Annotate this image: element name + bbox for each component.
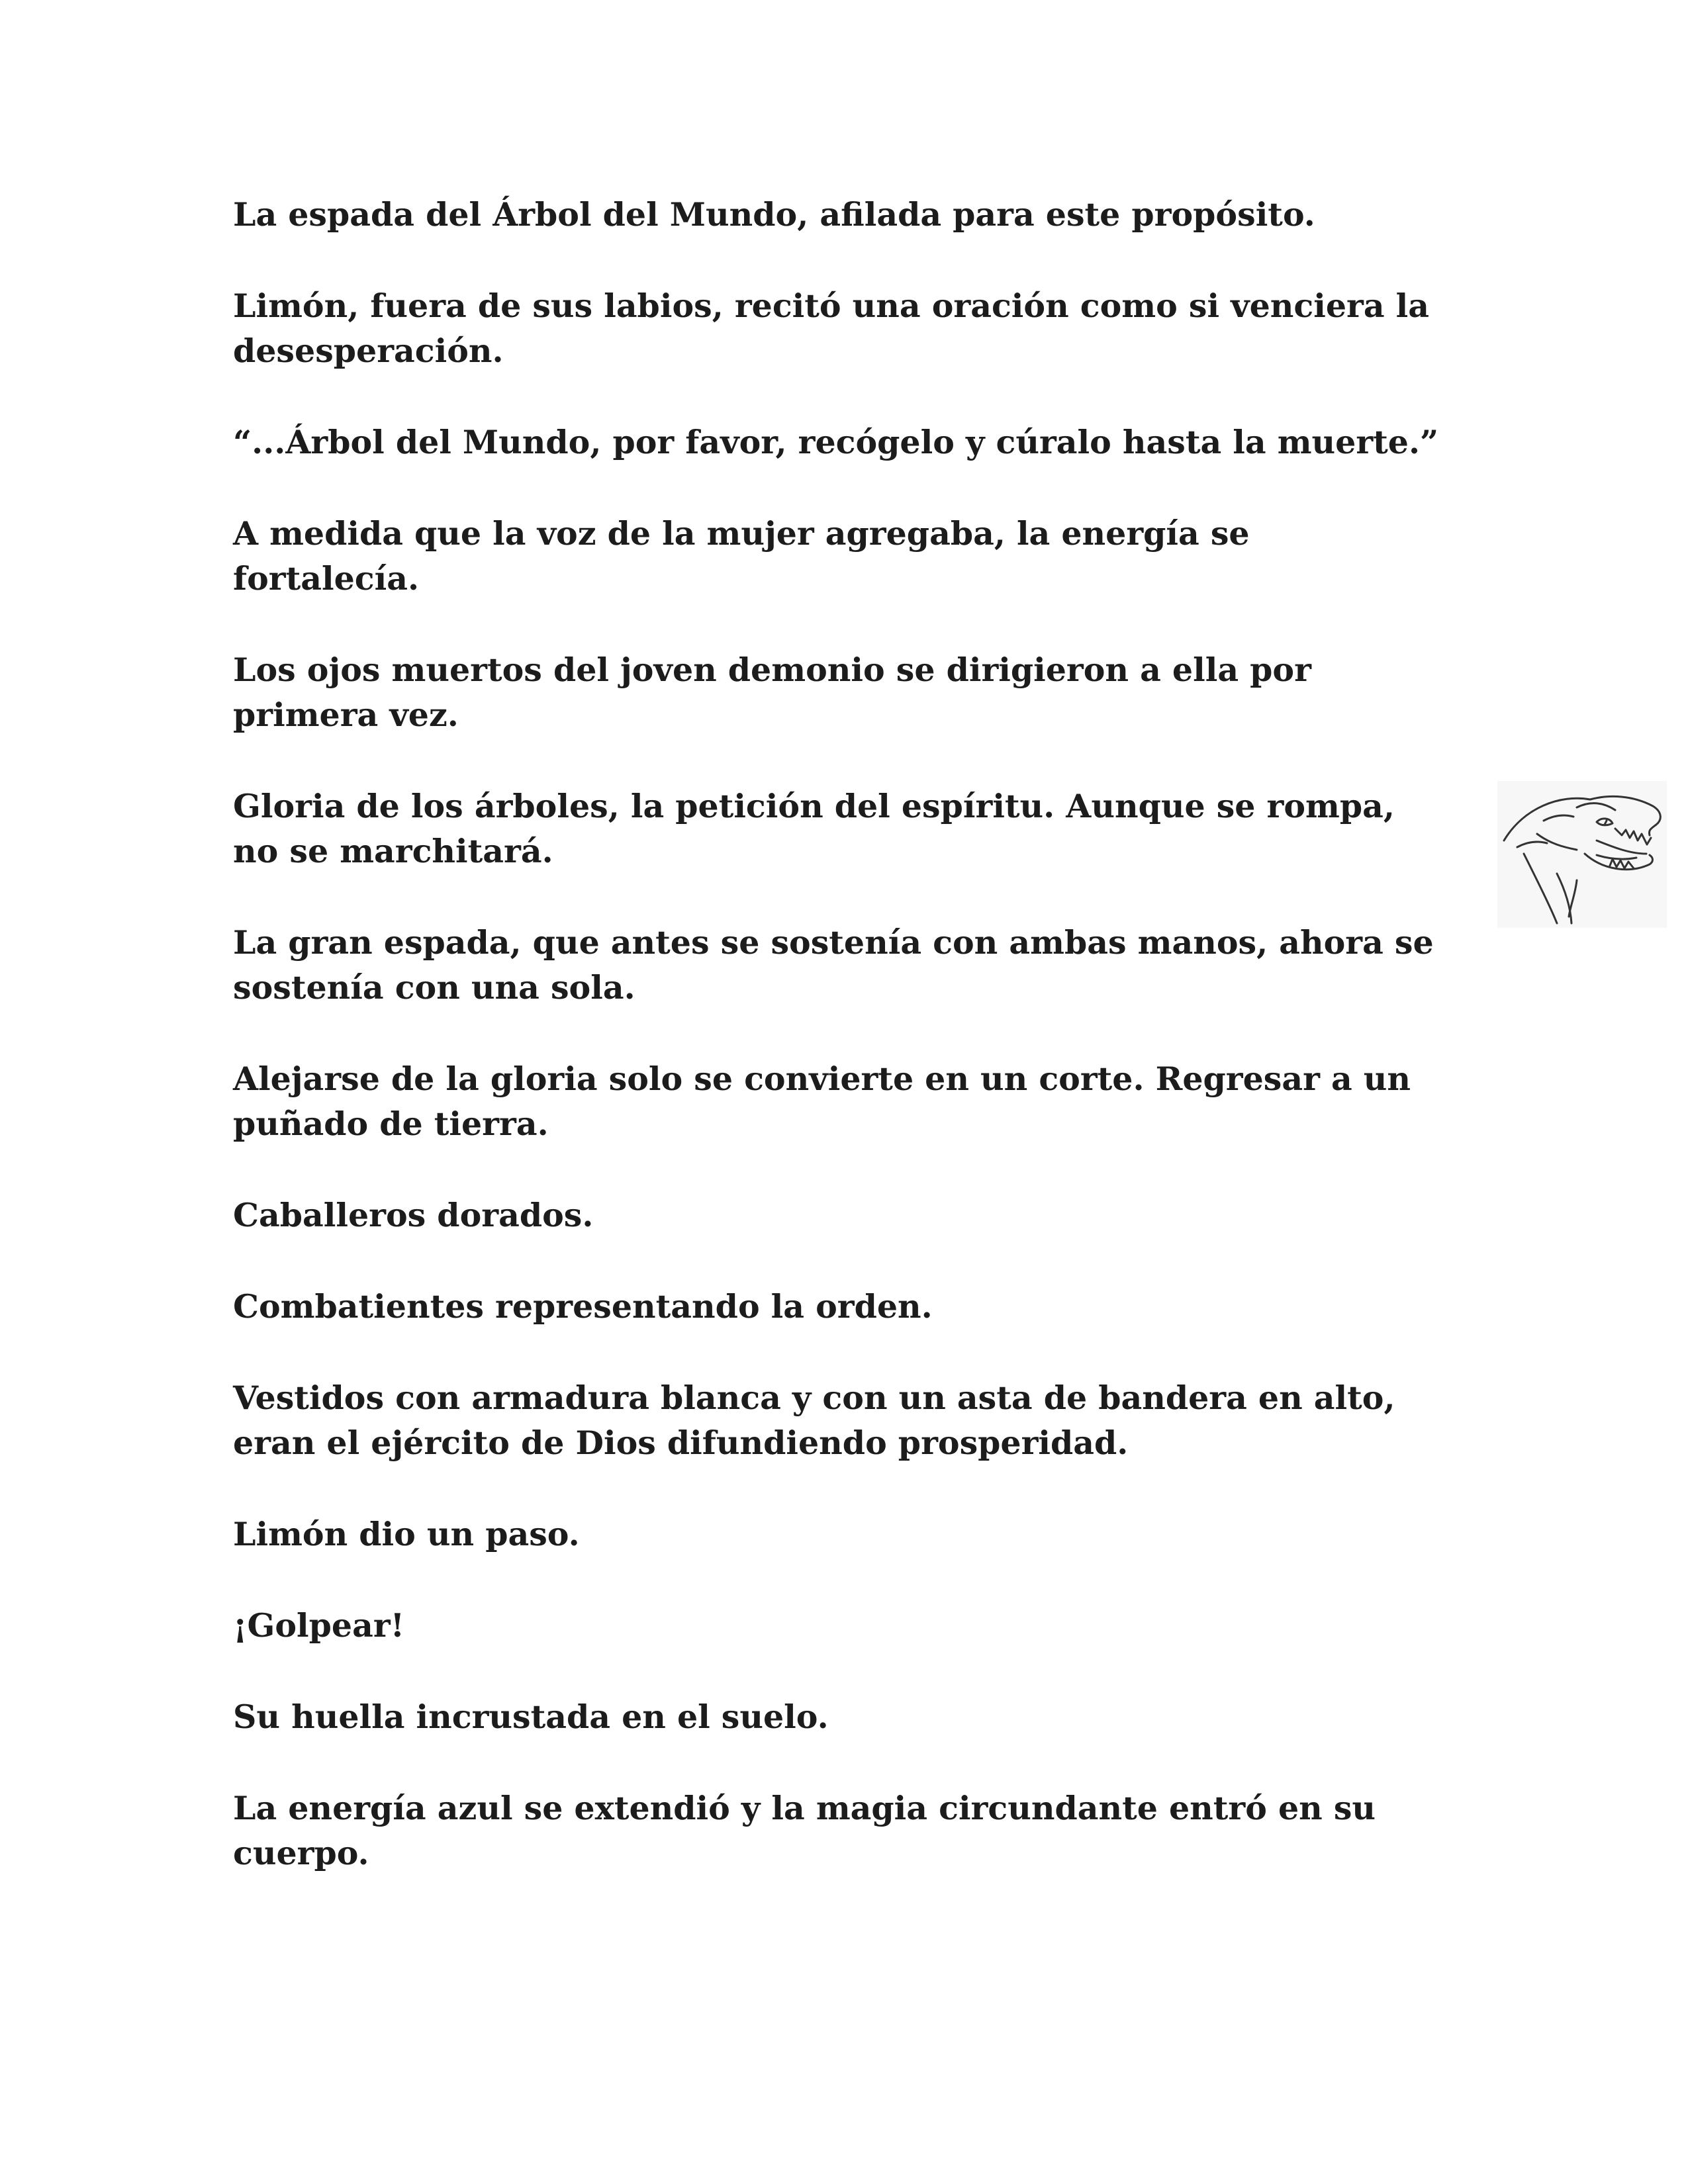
paragraph-8: Alejarse de la gloria solo se convierte en un corte. Regresar a un puñado de tierra. <box>233 1060 1411 1143</box>
paragraph-10: Combatientes representando la orden. <box>233 1287 933 1326</box>
body-text <box>233 192 1444 1922</box>
paragraph-12: Limón dio un paso. <box>233 1515 580 1553</box>
paragraph-4: A medida que la voz de la mujer agregaba, la energía se fortalecía. <box>233 514 1250 598</box>
dinosaur-head-icon <box>1497 781 1667 928</box>
paragraph-3: “...Árbol del Mundo, por favor, recógelo y cúralo hasta la muerte.” <box>233 423 1439 461</box>
paragraph-6: Gloria de los árboles, la petición del espíritu. Aunque se rompa, no se marchitará. <box>233 787 1395 870</box>
paragraph-7: La gran espada, que antes se sostenía con ambas manos, ahora se sostenía con una sola. <box>233 923 1434 1007</box>
paragraph-9: Caballeros dorados. <box>233 1196 594 1234</box>
paragraph-14: Su huella incrustada en el suelo. <box>233 1698 829 1736</box>
paragraph-11: Vestidos con armadura blanca y con un asta de bandera en alto, eran el ejército de Dios difundiendo prosperidad. <box>233 1379 1395 1462</box>
paragraph-15: La energía azul se extendió y la magia circundante entró en su cuerpo. <box>233 1789 1376 1872</box>
paragraph-5: Los ojos muertos del joven demonio se dirigieron a ella por primera vez. <box>233 651 1311 734</box>
paragraph-1: La espada del Árbol del Mundo, afilada para este propósito. <box>233 195 1315 234</box>
paragraph-2: Limón, fuera de sus labios, recitó una oración como si venciera la desesperación. <box>233 287 1430 370</box>
paragraph-13: ¡Golpear! <box>233 1606 405 1645</box>
